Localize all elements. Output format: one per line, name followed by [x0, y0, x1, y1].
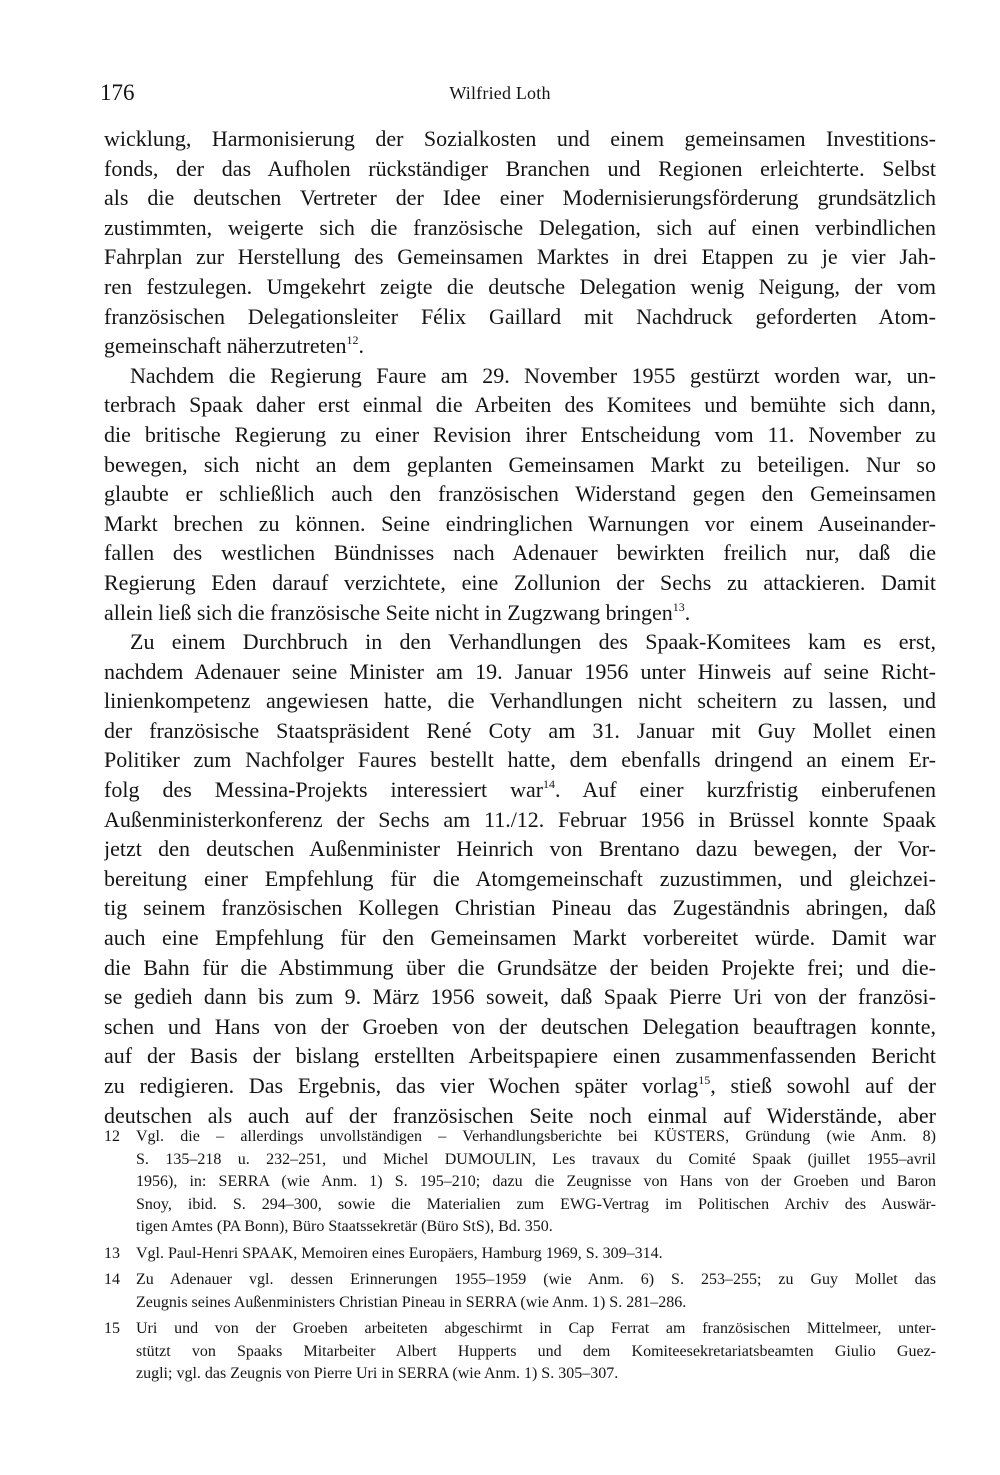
- footnote-line: Uri und von der Groeben arbeiteten abgeschirmt in Cap Ferrat am französischen Mittelmeer, unter-: [136, 1320, 936, 1337]
- footnote-line: Vgl. Paul-Henri SPAAK, Memoiren eines Europäers, Hamburg 1969, S. 309–314.: [136, 1244, 663, 1262]
- body-line: [104, 420, 936, 450]
- body-line-text: gemeinschaft näherzutreten: [104, 333, 347, 359]
- body-line: [104, 272, 936, 302]
- body-line: [104, 775, 936, 805]
- body-line: [104, 1012, 936, 1042]
- footnote-line: stützt von Spaaks Mitarbeiter Albert Hupperts und dem Komiteesekretariatsbeamten Giulio Guez-: [136, 1342, 936, 1360]
- footnote-reference[interactable]: 15: [698, 1073, 711, 1087]
- body-line: [104, 361, 936, 391]
- body-line: [104, 302, 936, 332]
- body-line-text: als die deutschen Vertreter der Idee einer Modernisierungsförderung grundsätzlich: [104, 185, 936, 211]
- footnote-line: 1956), in: SERRA (wie Anm. 1) S. 195–210; dazu die Zeugnisse von Hans von der Groeben und Baron: [136, 1173, 936, 1190]
- body-line-text: terbrach Spaak daher erst einmal die Arbeiten des Komitees und bemühte sich dann,: [104, 392, 936, 418]
- body-line: [104, 242, 936, 272]
- body-line-text: der französische Staatspräsident René Coty am 31. Januar mit Guy Mollet einen: [104, 717, 936, 743]
- body-line-tail: , stieß sowohl auf der: [710, 1073, 936, 1098]
- footnotes: [104, 1126, 936, 1390]
- body-line-tail: . Auf einer kurzfristig einberufenen: [555, 777, 936, 803]
- body-line-text: fonds, der das Aufholen rückständiger Branchen und Regionen erleichterte. Selbst: [104, 155, 936, 181]
- body-line-text: schen und Hans von der Groeben von der deutschen Delegation beauftragen konnte,: [104, 1013, 936, 1039]
- running-head-author: Wilfried Loth: [449, 83, 551, 103]
- body-line-text: Politiker zum Nachfolger Faures bestellt hatte, dem ebenfalls dringend an einem Er-: [104, 747, 936, 773]
- body-line-text: nachdem Adenauer seine Minister am 19. Januar 1956 unter Hinweis auf seine Richt-: [104, 658, 936, 684]
- body-line-text: Fahrplan zur Herstellung des Gemeinsamen Marktes in drei Etappen zu je vier Jah-: [104, 244, 936, 270]
- footnote-line: Zeugnis seines Außenministers Christian Pineau in SERRA (wie Anm. 1) S. 281–286.: [136, 1293, 687, 1311]
- body-line-tail: .: [684, 599, 691, 625]
- body-line: [104, 479, 936, 509]
- body-line-text: bereitung einer Empfehlung für die Atomgemeinschaft zuzustimmen, und gleichzei-: [104, 865, 936, 891]
- body-line: [104, 154, 936, 184]
- body-line: [104, 390, 936, 420]
- body-text: [104, 124, 936, 1130]
- body-line-text: fallen des westlichen Bündnisses nach Adenauer bewirkten freilich nur, daß die: [104, 540, 936, 566]
- footnote-line: Vgl. die – allerdings unvollständigen – Verhandlungsberichte bei KÜSTERS, Gründung (wie Anm. 8): [136, 1128, 936, 1145]
- body-line-text: Markt brechen zu können. Seine eindringlichen Warnungen vor einem Auseinander-: [104, 510, 936, 536]
- footnote: [104, 1126, 936, 1239]
- body-line-text: tig seinem französischen Kollegen Christian Pineau das Zugeständnis abringen, daß: [104, 895, 936, 921]
- footnote: [104, 1243, 936, 1266]
- footnote-line: zugli; vgl. das Zeugnis von Pierre Uri in SERRA (wie Anm. 1) S. 305–307.: [136, 1365, 619, 1382]
- body-line: [104, 598, 936, 628]
- body-line-tail: .: [358, 333, 364, 359]
- body-line-text: auf der Basis der bislang erstellten Arbeitspapiere einen zusammenfassenden Bericht: [104, 1043, 936, 1069]
- footnote-line: Snoy, ibid. S. 294–300, sowie die Materialien zum EWG-Vertrag im Politischen Archiv des Auswär-: [136, 1195, 936, 1213]
- footnote-number: 13: [104, 1244, 120, 1262]
- body-line: [104, 124, 936, 154]
- footnote-number: 15: [104, 1320, 120, 1337]
- body-line-text: folg des Messina-Projekts interessiert war: [104, 777, 544, 803]
- footnote-line: Zu Adenauer vgl. dessen Erinnerungen 1955–1959 (wie Anm. 6) S. 253–255; zu Guy Mollet das: [136, 1271, 936, 1288]
- footnote-number: 12: [104, 1128, 120, 1145]
- body-line: [104, 331, 936, 361]
- body-line: [104, 568, 936, 598]
- body-line-text: die britische Regierung zu einer Revision ihrer Entscheidung vom 11. November zu: [104, 421, 936, 447]
- body-line: [104, 1071, 936, 1101]
- body-line: [104, 893, 936, 923]
- body-line-text: auch eine Empfehlung für den Gemeinsamen Markt vorbereitet würde. Damit war: [104, 925, 936, 951]
- footnote-reference[interactable]: 14: [543, 777, 556, 792]
- body-line-text: jetzt den deutschen Außenminister Heinrich von Brentano dazu bewegen, der Vor-: [104, 836, 936, 862]
- body-line: [104, 183, 936, 213]
- body-line-text: Außenministerkonferenz der Sechs am 11./12. Februar 1956 in Brüssel konnte Spaak: [104, 806, 936, 832]
- footnote-line: tigen Amtes (PA Bonn), Büro Staatssekretär (Büro StS), Bd. 350.: [136, 1218, 553, 1235]
- footnote-reference[interactable]: 13: [672, 599, 685, 614]
- body-line: [104, 627, 936, 657]
- body-line-text: se gedieh dann bis zum 9. März 1956 soweit, daß Spaak Pierre Uri von der französi-: [104, 984, 936, 1010]
- body-line: [104, 716, 936, 746]
- body-line-text: linienkompetenz angewiesen hatte, die Verhandlungen nicht scheitern zu lassen, und: [104, 688, 936, 714]
- body-line: [104, 982, 936, 1012]
- body-line: [104, 953, 936, 983]
- footnote-number: 14: [104, 1271, 120, 1288]
- body-line-text: zustimmten, weigerte sich die französische Delegation, sich auf einen verbindlichen: [104, 214, 936, 240]
- body-line-text: bewegen, sich nicht an dem geplanten Gemeinsamen Markt zu beteiligen. Nur so: [104, 451, 936, 477]
- body-line: [104, 923, 936, 953]
- body-line-text: glaubte er schließlich auch den französischen Widerstand gegen den Gemeinsamen: [104, 481, 936, 507]
- body-line-text: ren festzulegen. Umgekehrt zeigte die deutsche Delegation wenig Neigung, der vom: [104, 273, 936, 299]
- body-line: [104, 450, 936, 480]
- page-header: [100, 78, 900, 108]
- body-line: [104, 686, 936, 716]
- body-line-text: Zu einem Durchbruch in den Verhandlungen des Spaak-Komitees kam es erst,: [130, 629, 936, 655]
- body-line: [104, 834, 936, 864]
- body-line: [104, 864, 936, 894]
- body-line: [104, 538, 936, 568]
- body-line: [104, 213, 936, 243]
- body-line: [104, 745, 936, 775]
- footnote-line: S. 135–218 u. 232–251, und Michel DUMOULIN, Les travaux du Comité Spaak (juillet 1955–avril: [136, 1150, 936, 1168]
- footnote-reference[interactable]: 12: [346, 333, 359, 348]
- body-line: [104, 805, 936, 835]
- body-line: [104, 657, 936, 687]
- body-line-text: deutschen als auch auf der französischen Seite noch einmal auf Widerstände, aber: [104, 1102, 936, 1128]
- body-line-text: die Bahn für die Abstimmung über die Grundsätze der beiden Projekte frei; und die-: [104, 954, 936, 980]
- body-line-text: zu redigieren. Das Ergebnis, das vier Wochen später vorlag: [104, 1073, 699, 1098]
- body-line: [104, 1041, 936, 1071]
- footnote: [104, 1318, 936, 1386]
- body-line-text: Regierung Eden darauf verzichtete, eine Zollunion der Sechs zu attackieren. Damit: [104, 569, 936, 595]
- body-line-text: allein ließ sich die französische Seite nicht in Zugzwang bringen: [104, 599, 673, 625]
- footnote: [104, 1269, 936, 1314]
- body-line-text: französischen Delegationsleiter Félix Gaillard mit Nachdruck geforderten Atom-: [104, 303, 936, 329]
- body-line-text: Nachdem die Regierung Faure am 29. November 1955 gestürzt worden war, un-: [130, 362, 936, 388]
- body-line: [104, 509, 936, 539]
- page-number: 176: [100, 80, 135, 105]
- body-line-text: wicklung, Harmonisierung der Sozialkosten und einem gemeinsamen Investitions-: [104, 126, 936, 151]
